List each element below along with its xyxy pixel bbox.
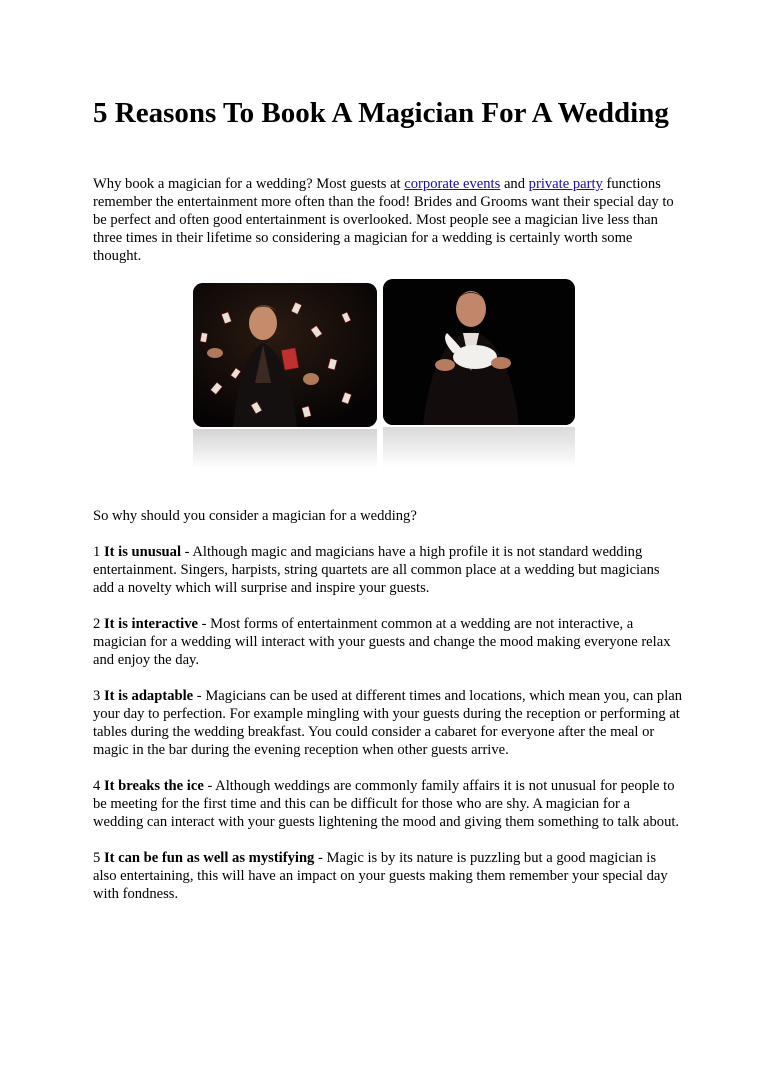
intro-text-2: and bbox=[500, 176, 529, 192]
reason-number: 3 bbox=[93, 688, 101, 704]
magician-cards-photo bbox=[193, 283, 377, 427]
reason-number: 4 bbox=[93, 778, 101, 794]
reason-number: 1 bbox=[93, 544, 101, 560]
reason-text: - Although magic and magicians have a high profile it is not standard wedding entertainment. Singers, harpists, string quartets are all common place at a wedding but magicians add a novelty which will surprise and inspire your guests. bbox=[93, 544, 660, 596]
reason-number: 5 bbox=[93, 850, 101, 866]
photo-reflection-1 bbox=[193, 429, 377, 469]
reason-heading: It breaks the ice bbox=[103, 778, 204, 794]
reason-heading: It is adaptable bbox=[103, 688, 194, 704]
magician-dove-photo bbox=[383, 279, 575, 425]
document-page bbox=[93, 96, 683, 903]
corporate-events-link[interactable]: corporate events bbox=[404, 176, 501, 192]
reason-text: - Magic is by its nature is puzzling but a good magician is also entertaining, this will have an impact on your guests making them remember your special day with fondness. bbox=[93, 850, 668, 902]
reason-1 bbox=[93, 543, 683, 597]
reason-2 bbox=[93, 615, 683, 669]
intro-text-1: Why book a magician for a wedding? Most guests at bbox=[93, 176, 405, 192]
reason-heading: It is unusual bbox=[103, 544, 182, 560]
intro-text-3: functions remember the entertainment more often than the food! Brides and Grooms want their special day to be perfect and often good entertainment is overlooked. Most people see a magician live less than three times in their lifetime so considering a magician for a wedding is certainly worth some thought. bbox=[93, 176, 674, 264]
intro-paragraph bbox=[93, 175, 683, 265]
question-paragraph: So why should you consider a magician for a wedding? bbox=[93, 508, 417, 524]
reason-text: - Magicians can be used at different times and locations, which mean you, can plan your day to perfection. For example mingling with your guests during the reception or performing at tables during the wedding breakfast. You could consider a cabaret for everyone after the meal or magic in the bar during the evening reception when other guests arrive. bbox=[93, 688, 683, 758]
reason-5 bbox=[93, 849, 683, 903]
private-party-link[interactable]: private party bbox=[528, 176, 603, 192]
reason-heading: It is interactive bbox=[103, 616, 198, 632]
reason-text: - Most forms of entertainment common at a wedding are not interactive, a magician for a wedding will interact with your guests and change the mood making everyone relax and enjoy the day. bbox=[93, 616, 671, 668]
reason-text: - Although weddings are commonly family affairs it is not unusual for people to be meeting for the first time and this can be difficult for those who are shy. A magician for a wedding can interact with your guests lightening the mood and giving them something to talk about. bbox=[93, 778, 680, 830]
page-title: 5 Reasons To Book A Magician For A Wedding bbox=[93, 97, 669, 129]
reason-number: 2 bbox=[93, 616, 101, 632]
reason-heading: It can be fun as well as mystifying bbox=[103, 850, 315, 866]
photo-reflection-2 bbox=[383, 427, 575, 467]
reason-3 bbox=[93, 687, 683, 759]
magician-photos bbox=[93, 279, 683, 491]
reason-4 bbox=[93, 777, 683, 831]
